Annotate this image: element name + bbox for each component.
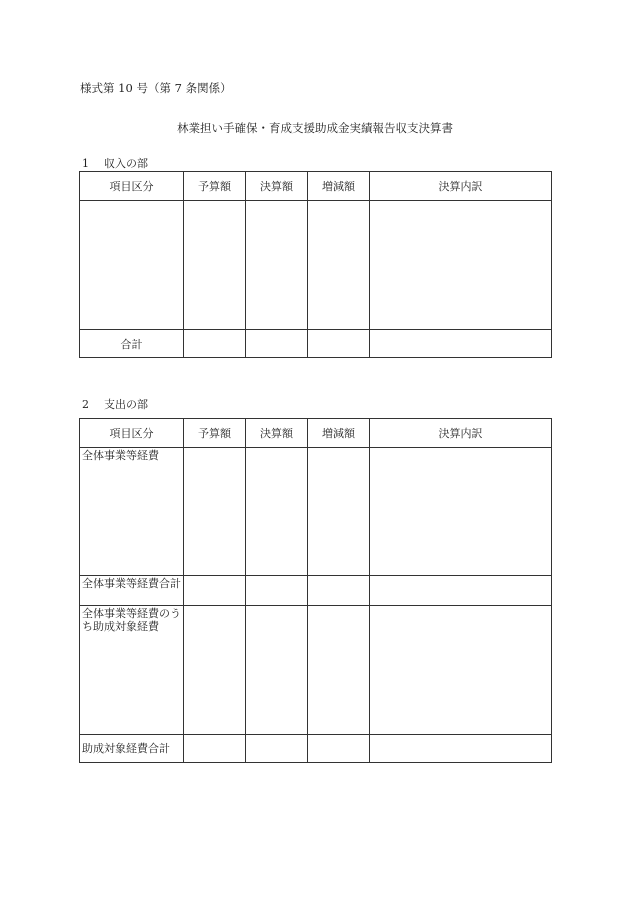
income-total-label: 合計 [80, 330, 184, 358]
expense-project-cost-sum-settlement[interactable] [246, 576, 308, 606]
expense-project-cost-sum-row [80, 576, 552, 606]
expense-table [79, 418, 552, 763]
income-total-settlement[interactable] [246, 330, 308, 358]
expense-section-label: 支出の部 [104, 398, 148, 411]
expense-col-category: 項目区分 [80, 419, 184, 448]
expense-eligible-cost-sum-change[interactable] [308, 735, 370, 763]
expense-total-project-cost-row [80, 448, 552, 576]
expense-eligible-cost-row [80, 606, 552, 735]
income-col-settlement: 決算額 [246, 172, 308, 201]
expense-project-cost-sum-label: 全体事業等経費合計 [80, 576, 184, 606]
expense-col-settlement: 決算額 [246, 419, 308, 448]
expense-project-cost-sum-breakdown[interactable] [370, 576, 552, 606]
expense-eligible-cost-sum-breakdown[interactable] [370, 735, 552, 763]
expense-total-project-cost-settlement[interactable] [246, 448, 308, 576]
expense-header-row [80, 419, 552, 448]
expense-project-cost-sum-change[interactable] [308, 576, 370, 606]
expense-project-cost-sum-budget[interactable] [184, 576, 246, 606]
expense-total-project-cost-change[interactable] [308, 448, 370, 576]
income-entry-budget[interactable] [184, 201, 246, 330]
expense-eligible-cost-settlement[interactable] [246, 606, 308, 735]
income-col-breakdown: 決算内訳 [370, 172, 552, 201]
expense-eligible-cost-budget[interactable] [184, 606, 246, 735]
expense-eligible-cost-change[interactable] [308, 606, 370, 735]
expense-total-project-cost-label: 全体事業等経費 [80, 448, 184, 576]
income-section-label: 収入の部 [104, 157, 148, 170]
income-col-change: 増減額 [308, 172, 370, 201]
income-entry-settlement[interactable] [246, 201, 308, 330]
income-entry-category[interactable] [80, 201, 184, 330]
income-total-breakdown[interactable] [370, 330, 552, 358]
income-total-budget[interactable] [184, 330, 246, 358]
expense-col-breakdown: 決算内訳 [370, 419, 552, 448]
expense-eligible-cost-sum-budget[interactable] [184, 735, 246, 763]
income-entry-row [80, 201, 552, 330]
expense-total-project-cost-breakdown[interactable] [370, 448, 552, 576]
income-entry-breakdown[interactable] [370, 201, 552, 330]
income-section-number: 1 [82, 157, 89, 170]
form-number: 様式第 10 号（第 7 条関係） [80, 81, 232, 95]
expense-section-heading [82, 396, 148, 412]
income-entry-change[interactable] [308, 201, 370, 330]
income-section-heading [82, 155, 148, 171]
expense-eligible-cost-sum-label: 助成対象経費合計 [80, 735, 184, 763]
expense-total-project-cost-budget[interactable] [184, 448, 246, 576]
document-title: 林業担い手確保・育成支援助成金実績報告収支決算書 [177, 121, 453, 135]
expense-col-budget: 予算額 [184, 419, 246, 448]
expense-eligible-cost-sum-row [80, 735, 552, 763]
expense-eligible-cost-breakdown[interactable] [370, 606, 552, 735]
expense-section-number: 2 [82, 398, 89, 411]
income-col-category: 項目区分 [80, 172, 184, 201]
income-table [79, 171, 552, 358]
income-col-budget: 予算額 [184, 172, 246, 201]
income-total-change[interactable] [308, 330, 370, 358]
expense-eligible-cost-sum-settlement[interactable] [246, 735, 308, 763]
expense-col-change: 増減額 [308, 419, 370, 448]
income-total-row [80, 330, 552, 358]
income-header-row [80, 172, 552, 201]
expense-eligible-cost-label: 全体事業等経費のうち助成対象経費 [80, 606, 184, 735]
